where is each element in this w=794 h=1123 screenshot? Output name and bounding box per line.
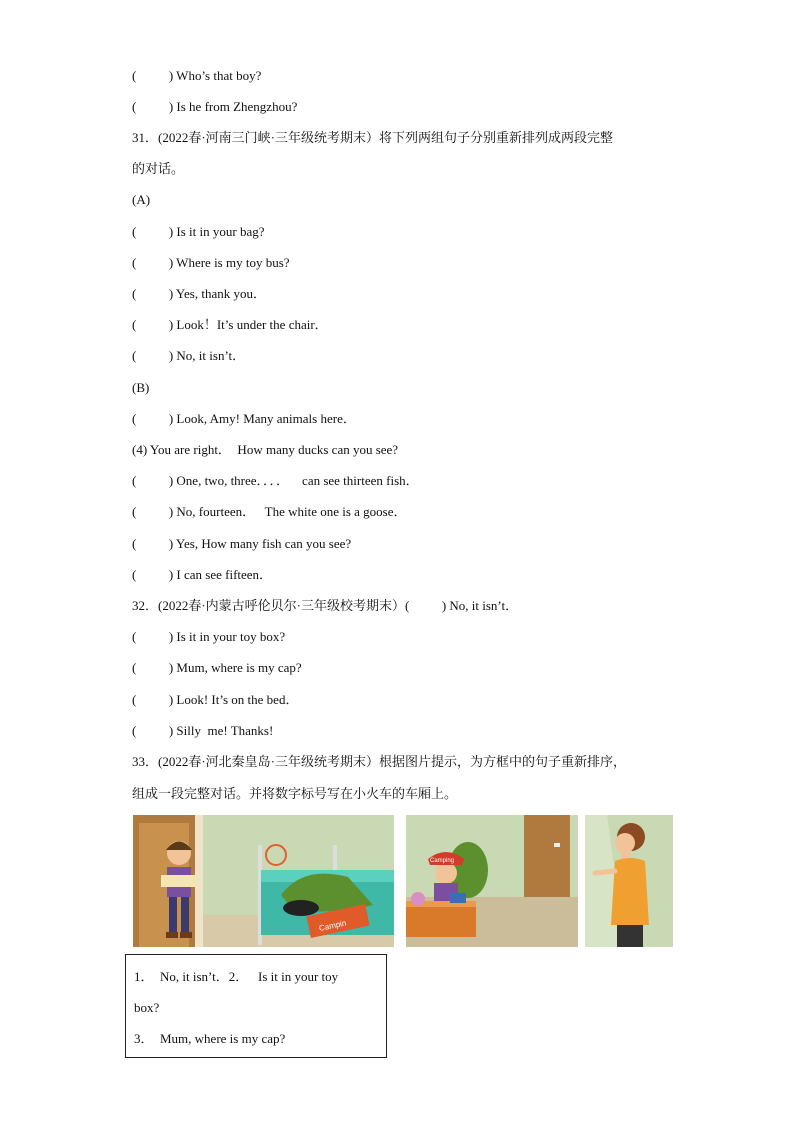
text-line: ( ) Is he from Zhengzhou? bbox=[132, 99, 298, 114]
text-line: ( ) No, fourteen． The white one is a goose． bbox=[132, 504, 407, 519]
text-line: 组成一段完整对话。并将数字标号写在小火车的车厢上。 bbox=[132, 786, 458, 801]
text-line: ( ) Look, Amy! Many animals here． bbox=[132, 411, 356, 426]
text-line: ( ) Yes, How many fish can you see? bbox=[132, 536, 352, 551]
text-line: ( ) I can see fifteen． bbox=[132, 567, 273, 582]
section-b-label: (B) bbox=[132, 380, 150, 395]
question-33-title: 33．(2022春·河北秦皇岛·三年级统考期末）根据图片提示，为方框中的句子重新排序， bbox=[132, 754, 626, 769]
question-31-title: 31．(2022春·河南三门峡·三年级统考期末）将下列两组句子分别重新排列成两段完整 bbox=[132, 130, 613, 145]
box-line: 1． No, it isn’t．2． Is it in your toy bbox=[134, 969, 339, 984]
text-line: ( ) Is it in your bag? bbox=[132, 224, 265, 239]
section-a-label: (A) bbox=[132, 192, 151, 207]
text-line: (4) You are right． How many ducks can you see? bbox=[132, 442, 399, 457]
text-line: ( ) Yes, thank you． bbox=[132, 286, 266, 301]
bedroom-picture bbox=[133, 815, 394, 947]
text-line: ( ) Mum, where is my cap? bbox=[132, 660, 302, 675]
text-line: ( ) Silly me! Thanks! bbox=[132, 723, 274, 738]
question-32-title: 32．(2022春·内蒙古呼伦贝尔·三年级校考期末）( ) No, it isn’t． bbox=[132, 598, 519, 613]
box-line: box? bbox=[134, 1000, 160, 1015]
text-line: ( ) Who’s that boy? bbox=[132, 68, 262, 83]
sentence-box bbox=[125, 954, 387, 1058]
text-line: 的对话。 bbox=[132, 161, 185, 176]
text-line: ( ) Is it in your toy box? bbox=[132, 629, 286, 644]
text-line: ( ) One, two, three．．．． can see thirteen fish． bbox=[132, 473, 419, 488]
text-line: ( ) No, it isn’t． bbox=[132, 348, 246, 363]
cap-label: Camping bbox=[430, 858, 455, 864]
bag-label: Campin bbox=[318, 918, 348, 933]
text-line: ( ) Look！It’s under the chair． bbox=[132, 317, 328, 332]
toy-box-picture bbox=[406, 815, 578, 947]
text-line: ( ) Where is my toy bus? bbox=[132, 255, 290, 270]
text-line: ( ) Look! It’s on the bed． bbox=[132, 692, 299, 707]
mum-picture bbox=[585, 815, 673, 947]
box-line: 3． Mum, where is my cap? bbox=[134, 1031, 286, 1046]
